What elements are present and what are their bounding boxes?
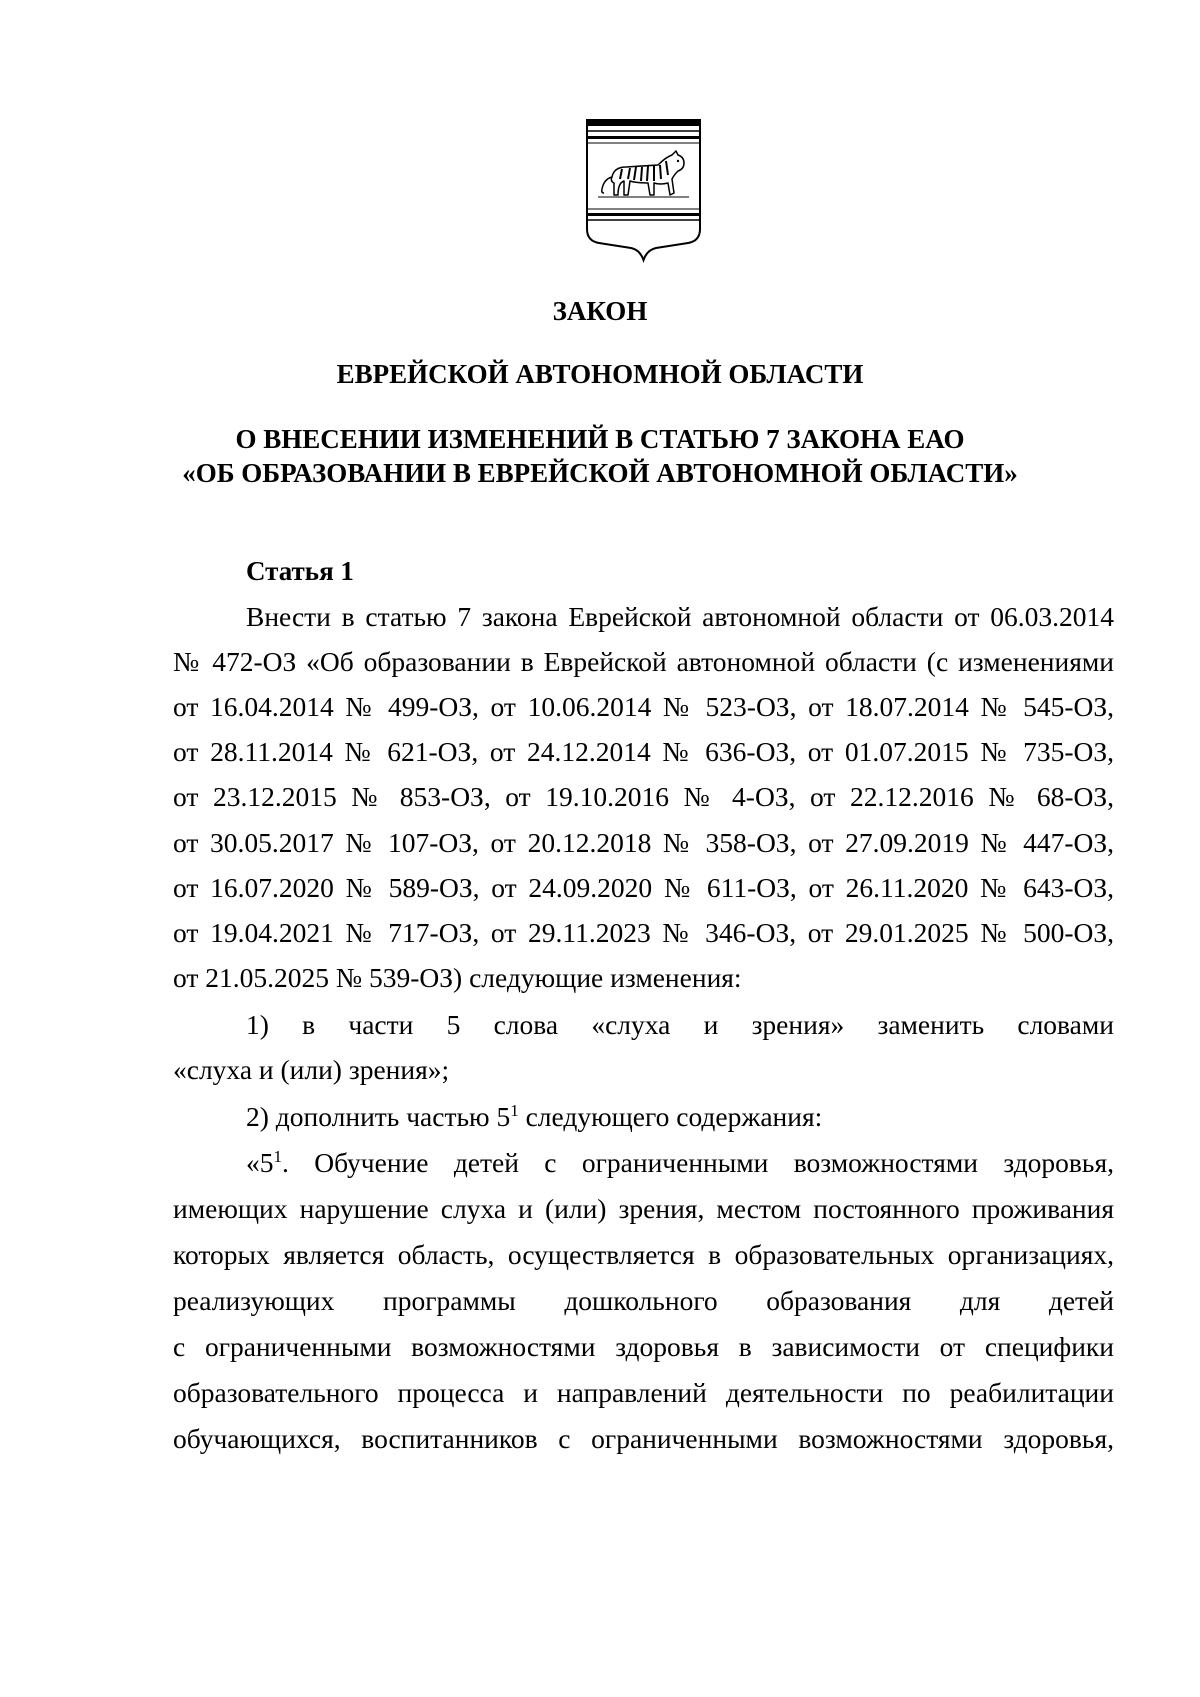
quote-line: обучающихся, воспитанников с ограниченными возможностями здоровья, bbox=[173, 1423, 1114, 1454]
item-2-text: 2) дополнить частью 5 bbox=[246, 1101, 511, 1132]
quote-line: образовательного процесса и направлений деятельности по реабилитации bbox=[173, 1377, 1114, 1408]
law-title-line-1: О ВНЕСЕНИИ ИЗМЕНЕНИЙ В СТАТЬЮ 7 ЗАКОНА ЕАО bbox=[235, 424, 965, 454]
tiger-coat-of-arms-icon bbox=[584, 117, 703, 263]
paragraph-line: от 30.05.2017 № 107-ОЗ, от 20.12.2018 № 358-ОЗ, от 27.09.2019 № 447-ОЗ, bbox=[173, 827, 1114, 858]
coat-of-arms bbox=[584, 117, 703, 263]
paragraph-line: от 28.11.2014 № 621-ОЗ, от 24.12.2014 № 636-ОЗ, от 01.07.2015 № 735-ОЗ, bbox=[173, 736, 1114, 767]
quote-start: «5 bbox=[246, 1147, 274, 1178]
paragraph-line: от 21.05.2025 № 539-ОЗ) следующие изменения: bbox=[173, 962, 742, 993]
quote-line: с ограниченными возможностями здоровья в зависимости от специфики bbox=[173, 1331, 1114, 1362]
law-title-line-2: «ОБ ОБРАЗОВАНИИ В ЕВРЕЙСКОЙ АВТОНОМНОЙ ОБЛАСТИ» bbox=[182, 458, 1018, 488]
region-heading: ЕВРЕЙСКОЙ АВТОНОМНОЙ ОБЛАСТИ bbox=[336, 359, 864, 389]
law-heading: ЗАКОН bbox=[552, 296, 648, 326]
item-1-line: «слуха и (или) зрения»; bbox=[173, 1054, 450, 1085]
paragraph-line: от 16.04.2014 № 499-ОЗ, от 10.06.2014 № 523-ОЗ, от 18.07.2014 № 545-ОЗ, bbox=[173, 691, 1114, 722]
quote-first-line bbox=[246, 1146, 1114, 1180]
article-title: Статья 1 bbox=[246, 556, 354, 586]
item-1-line: 1) в части 5 слова «слуха и зрения» заменить словами bbox=[246, 1009, 1114, 1040]
quote-text: . Обучение детей с ограниченными возможностями здоровья, bbox=[282, 1147, 1114, 1178]
paragraph-line: от 19.04.2021 № 717-ОЗ, от 29.11.2023 № 346-ОЗ, от 29.01.2025 № 500-ОЗ, bbox=[173, 917, 1114, 948]
quote-line: реализующих программы дошкольного образования для детей bbox=[173, 1285, 1114, 1316]
item-2-text-end: следующего содержания: bbox=[518, 1101, 823, 1132]
paragraph-line: от 23.12.2015 № 853-ОЗ, от 19.10.2016 № 4-ОЗ, от 22.12.2016 № 68-ОЗ, bbox=[173, 781, 1114, 812]
paragraph-line: от 16.07.2020 № 589-ОЗ, от 24.09.2020 № 611-ОЗ, от 26.11.2020 № 643-ОЗ, bbox=[173, 872, 1114, 903]
paragraph-line: № 472-ОЗ «Об образовании в Еврейской автономной области (с изменениями bbox=[173, 646, 1114, 677]
quote-superscript: 1 bbox=[273, 1146, 282, 1166]
quote-line: которых является область, осуществляется в образовательных организациях, bbox=[173, 1239, 1114, 1270]
quote-line: имеющих нарушение слуха и (или) зрения, местом постоянного проживания bbox=[173, 1193, 1114, 1224]
paragraph-line: Внести в статью 7 закона Еврейской автономной области от 06.03.2014 bbox=[246, 601, 1114, 632]
item-2-superscript: 1 bbox=[510, 1100, 519, 1120]
item-2-line bbox=[246, 1100, 1114, 1134]
